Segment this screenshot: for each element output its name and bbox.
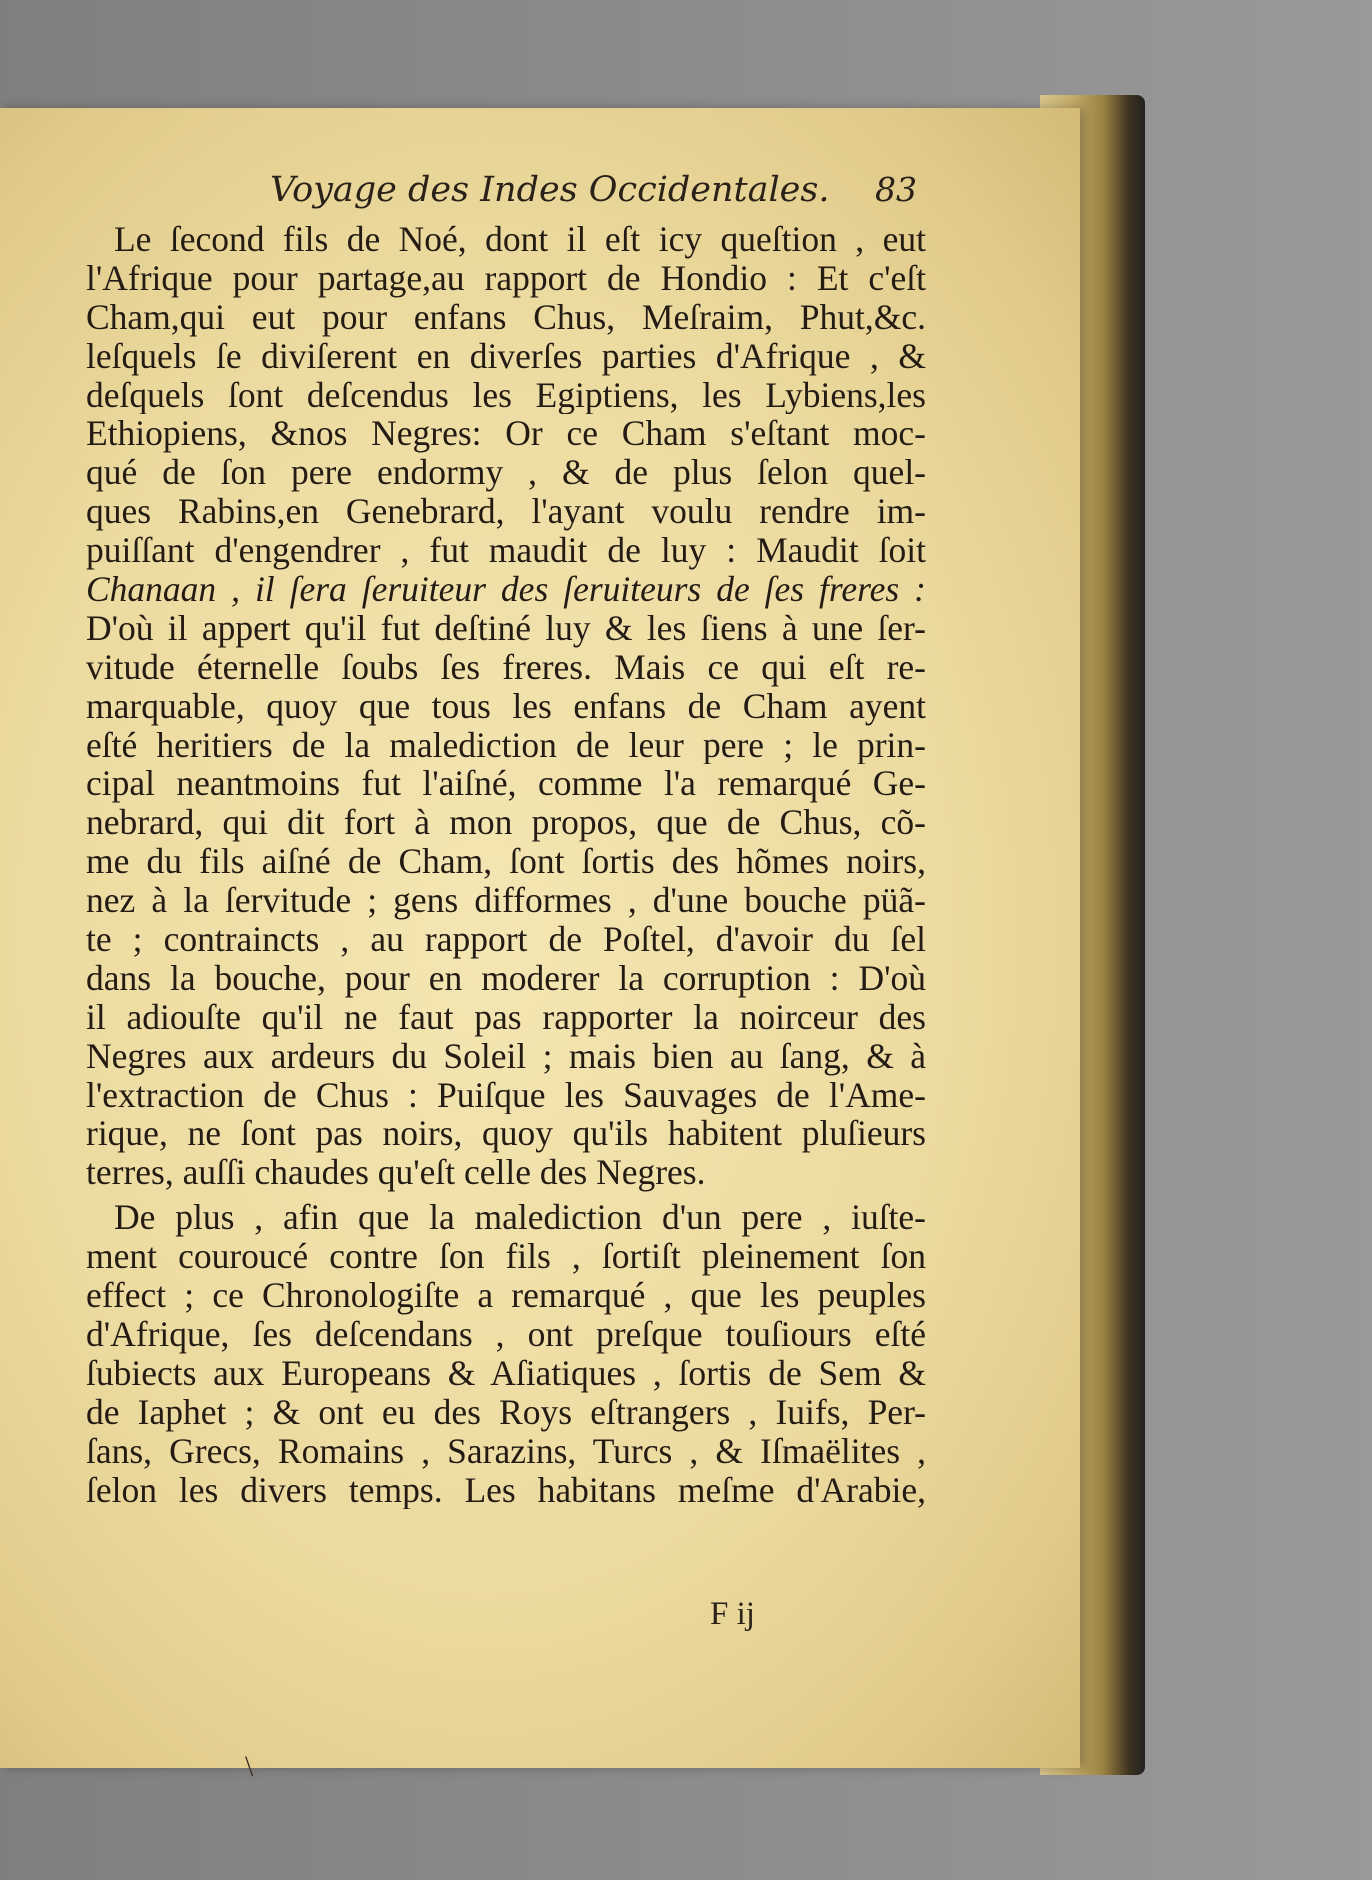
stray-ink-mark: \: [245, 1750, 254, 1783]
text-line: vitude éternelle ſoubs ſes freres. Mais ce qui eſt re-: [86, 647, 926, 687]
text-line-italic: Chanaan , il ſera ſeruiteur des ſeruiteurs de ſes freres :: [86, 570, 926, 609]
text-line: me du fils aiſné de Cham, ſont ſortis des hõmes noirs,: [86, 842, 926, 882]
text-line: leſquels ſe diviſerent en diverſes parties d'Afrique , &: [86, 336, 926, 376]
text-line: marquable, quoy que tous les enfans de Cham ayent: [86, 686, 926, 726]
text-line: effect ; ce Chronologiſte a remarqué , que les peuples: [86, 1276, 926, 1315]
text-line: te ; contraincts , au rapport de Poſtel, d'avoir du ſel: [86, 920, 926, 959]
text-line: l'Afrique pour partage,au rapport de Hondio : Et c'eſt: [86, 258, 926, 298]
page-number: 83: [875, 170, 917, 209]
text-line: ſans, Grecs, Romains , Sarazins, Turcs , & Iſmaëlites ,: [86, 1431, 926, 1471]
text-line: ques Rabins,en Genebrard, l'ayant voulu rendre im-: [86, 492, 926, 532]
text-line: de Iaphet ; & ont eu des Roys eſtrangers , Iuifs, Per-: [86, 1392, 926, 1432]
text-line: il adiouſte qu'il ne faut pas rapporter la noirceur des: [86, 997, 926, 1037]
text-line: cipal neantmoins fut l'aiſné, comme l'a remarqué Ge-: [86, 764, 926, 804]
signature-mark: F ij: [710, 1596, 755, 1632]
text-line: Negres aux ardeurs du Soleil ; mais bien au ſang, & à: [86, 1036, 926, 1076]
text-line: dans la bouche, pour en moderer la corruption : D'où: [86, 958, 926, 998]
text-line: Cham,qui eut pour enfans Chus, Meſraim, Phut,&c.: [86, 297, 926, 337]
text-line: deſquels ſont deſcendus les Egiptiens, les Lybiens,les: [86, 375, 926, 415]
text-line: nebrard, qui dit fort à mon propos, que de Chus, cõ-: [86, 803, 926, 843]
book-page: [0, 108, 1080, 1783]
text-line: nez à la ſervitude ; gens difformes , d'une bouche püã-: [86, 881, 926, 921]
text-line: qué de ſon pere endormy , & de plus ſelon quel-: [86, 453, 926, 493]
text-line: ſubiects aux Europeans & Aſiatiques , ſortis de Sem &: [86, 1353, 926, 1393]
text-line: rique, ne ſont pas noirs, quoy qu'ils habitent pluſieurs: [86, 1114, 926, 1154]
text-line: eſté heritiers de la malediction de leur pere ; le prin-: [86, 725, 926, 765]
text-line: l'extraction de Chus : Puiſque les Sauvages de l'Ame-: [86, 1075, 926, 1115]
text-line: ſelon les divers temps. Les habitans meſme d'Arabie,: [86, 1470, 926, 1510]
text-line: terres, auſſi chaudes qu'eſt celle des Negres.: [86, 1153, 706, 1193]
text-line: Ethiopiens, &nos Negres: Or ce Cham s'eſtant moc-: [86, 414, 926, 454]
text-line: D'où il appert qu'il fut deſtiné luy & les ſiens à une ſer-: [86, 608, 926, 648]
text-line: Le ſecond fils de Noé, dont il eſt icy queſtion , eut: [114, 220, 926, 259]
text-line: ment couroucé contre ſon fils , ſortiſt pleinement ſon: [86, 1237, 926, 1277]
running-head: Voyage des Indes Occidentales.: [270, 170, 830, 210]
text-line: puiſſant d'engendrer , fut maudit de luy : Maudit ſoit: [86, 531, 926, 571]
text-line: d'Afrique, ſes deſcendans , ont preſque touſiours eſté: [86, 1314, 926, 1354]
text-line: De plus , afin que la malediction d'un pere , iuſte-: [114, 1198, 926, 1238]
body-text: [86, 220, 926, 1509]
